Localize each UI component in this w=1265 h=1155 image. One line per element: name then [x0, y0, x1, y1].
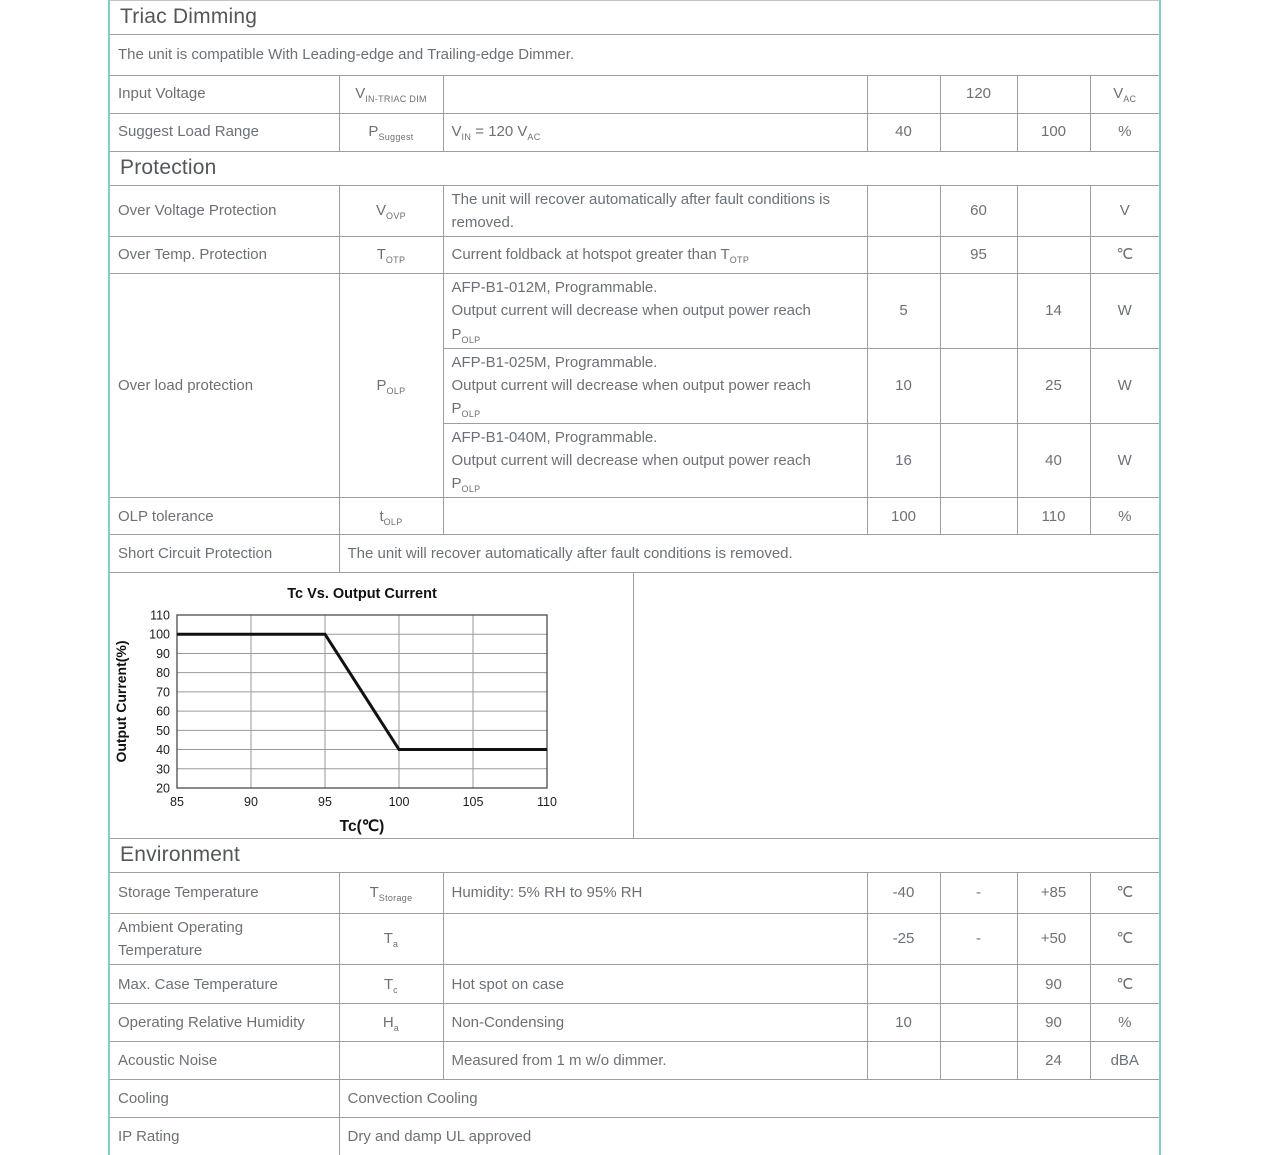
spec-max — [1017, 186, 1090, 237]
spec-symbol: $H_a$ — [339, 1004, 443, 1042]
x-tick-label: 100 — [388, 795, 410, 810]
spec-max — [1017, 237, 1090, 274]
spec-item: Over Temp. Protection — [110, 237, 339, 274]
spec-min: 100 — [867, 498, 940, 535]
x-tick-label: 110 — [537, 795, 557, 810]
spec-typ — [940, 113, 1017, 151]
spec-typ — [940, 274, 1017, 349]
spec-condition: Hot spot on case — [443, 965, 867, 1004]
spec-item: Suggest Load Range — [110, 113, 339, 151]
spec-value: Convection Cooling — [339, 1080, 1159, 1118]
spec-symbol: $T_a$ — [339, 913, 443, 965]
table-row — [110, 35, 1159, 75]
spec-item: Storage Temperature — [110, 873, 339, 913]
spec-item: Max. Case Temperature — [110, 965, 339, 1004]
spec-condition: Measured from 1 m w/o dimmer. — [443, 1042, 867, 1080]
plot-border — [177, 615, 547, 788]
spec-symbol: $P_{Suggest}$ — [339, 113, 443, 151]
section-title-triac-dimming: Triac Dimming — [110, 0, 1159, 35]
spec-typ — [940, 965, 1017, 1004]
spec-typ: 60 — [940, 186, 1017, 237]
table-row — [110, 873, 1159, 913]
spec-typ — [940, 423, 1017, 498]
derating-chart-row — [110, 573, 1159, 839]
spec-condition: The unit will recover automatically after fault conditions is removed. — [443, 186, 867, 237]
spec-typ — [940, 348, 1017, 423]
spec-unit: ℃ — [1090, 965, 1159, 1004]
spec-max: 40 — [1017, 423, 1090, 498]
spec-condition — [443, 498, 867, 535]
spec-item: Short Circuit Protection — [110, 535, 339, 573]
spec-unit: ℃ — [1090, 913, 1159, 965]
spec-condition: AFP-B1-040M, Programmable. Output current will decrease when output power reach $P_{OLP}$ — [443, 423, 867, 498]
spec-symbol: $V_{IN-TRIAC DIM}$ — [339, 75, 443, 113]
spec-condition: Non-Condensing — [443, 1004, 867, 1042]
x-tick-label: 105 — [462, 795, 484, 810]
spec-condition: Humidity: 5% RH to 95% RH — [443, 873, 867, 913]
spec-item: Over load protection — [110, 274, 339, 498]
tc-vs-output-current-chart — [110, 576, 632, 836]
spec-symbol: $T_{OTP}$ — [339, 237, 443, 274]
spec-condition — [443, 75, 867, 113]
spec-item: Input Voltage — [110, 75, 339, 113]
spec-typ — [940, 498, 1017, 535]
spec-typ — [940, 1042, 1017, 1080]
spec-unit: ℃ — [1090, 237, 1159, 274]
spec-min: -40 — [867, 873, 940, 913]
table-row — [110, 913, 1159, 965]
y-tick-label: 110 — [150, 608, 170, 623]
spec-symbol — [339, 1042, 443, 1080]
y-tick-label: 100 — [149, 627, 170, 642]
spec-min — [867, 186, 940, 237]
spec-min: 10 — [867, 348, 940, 423]
spec-max: 100 — [1017, 113, 1090, 151]
spec-symbol: $V_{OVP}$ — [339, 186, 443, 237]
empty-cell — [634, 573, 1159, 838]
spec-max: +85 — [1017, 873, 1090, 913]
table-row — [110, 274, 1159, 349]
spec-item: Acoustic Noise — [110, 1042, 339, 1080]
spec-min — [867, 1042, 940, 1080]
table-row — [110, 113, 1159, 151]
spec-max: +50 — [1017, 913, 1090, 965]
spec-condition: AFP-B1-025M, Programmable. Output current will decrease when output power reach $P_{OLP}$ — [443, 348, 867, 423]
spec-condition — [443, 913, 867, 965]
spec-unit: % — [1090, 498, 1159, 535]
x-tick-label: 90 — [244, 795, 258, 810]
y-tick-label: 30 — [156, 762, 170, 777]
compatibility-note: The unit is compatible With Leading-edge and Trailing-edge Dimmer. — [110, 35, 1159, 75]
spec-unit: W — [1090, 423, 1159, 498]
spec-item: Ambient Operating Temperature — [110, 913, 339, 965]
spec-max: 90 — [1017, 1004, 1090, 1042]
spec-item: IP Rating — [110, 1118, 339, 1155]
table-row — [110, 1080, 1159, 1118]
spec-symbol: $P_{OLP}$ — [339, 274, 443, 498]
spec-unit: $V_{AC}$ — [1090, 75, 1159, 113]
spec-max: 14 — [1017, 274, 1090, 349]
spec-condition: AFP-B1-012M, Programmable. Output current will decrease when output power reach $P_{OLP}$ — [443, 274, 867, 349]
spec-item: Operating Relative Humidity — [110, 1004, 339, 1042]
spec-unit: dBA — [1090, 1042, 1159, 1080]
table-row — [110, 1042, 1159, 1080]
spec-min: -25 — [867, 913, 940, 965]
spec-symbol: $T_{Storage}$ — [339, 873, 443, 913]
spec-unit: % — [1090, 1004, 1159, 1042]
y-tick-label: 80 — [156, 666, 170, 681]
table-row — [110, 965, 1159, 1004]
spec-value: Dry and damp UL approved — [339, 1118, 1159, 1155]
spec-min — [867, 237, 940, 274]
chart-ylabel: Output Current(%) — [113, 640, 129, 763]
spec-max: 25 — [1017, 348, 1090, 423]
spec-typ: 120 — [940, 75, 1017, 113]
spec-unit: ℃ — [1090, 873, 1159, 913]
derating-chart-cell — [110, 573, 634, 838]
table-row — [110, 498, 1159, 535]
triac-dimming-table — [110, 35, 1159, 152]
spec-unit: V — [1090, 186, 1159, 237]
spec-max: 110 — [1017, 498, 1090, 535]
spec-min — [867, 75, 940, 113]
spec-typ: 95 — [940, 237, 1017, 274]
spec-symbol: $t_{OLP}$ — [339, 498, 443, 535]
spec-typ — [940, 1004, 1017, 1042]
section-title-protection: Protection — [110, 152, 1159, 186]
spec-typ: - — [940, 913, 1017, 965]
spec-min: 10 — [867, 1004, 940, 1042]
x-tick-label: 95 — [318, 795, 332, 810]
spec-min — [867, 965, 940, 1004]
chart-xlabel: Tc(℃) — [339, 818, 385, 836]
spec-max: 24 — [1017, 1042, 1090, 1080]
y-tick-label: 50 — [156, 724, 170, 739]
spec-condition: $V_{IN} = 120$ $V_{AC}$ — [443, 113, 867, 151]
spec-min: 5 — [867, 274, 940, 349]
table-row — [110, 75, 1159, 113]
spec-max — [1017, 75, 1090, 113]
spec-condition: Current foldback at hotspot greater than $T_{OTP}$ — [443, 237, 867, 274]
spec-unit: W — [1090, 274, 1159, 349]
section-title-environment: Environment — [110, 839, 1159, 873]
table-row — [110, 535, 1159, 573]
spec-symbol: $T_c$ — [339, 965, 443, 1004]
spec-item: Over Voltage Protection — [110, 186, 339, 237]
y-tick-label: 20 — [156, 781, 170, 796]
y-tick-label: 60 — [156, 704, 170, 719]
spec-min: 40 — [867, 113, 940, 151]
spec-item: Cooling — [110, 1080, 339, 1118]
spec-unit: % — [1090, 113, 1159, 151]
table-row — [110, 1118, 1159, 1155]
protection-table — [110, 186, 1159, 574]
table-row — [110, 237, 1159, 274]
spec-unit: W — [1090, 348, 1159, 423]
y-tick-label: 70 — [156, 685, 170, 700]
y-tick-label: 40 — [156, 743, 170, 758]
datasheet-page — [108, 0, 1161, 1155]
spec-typ: - — [940, 873, 1017, 913]
spec-note: The unit will recover automatically after fault conditions is removed. — [339, 535, 1159, 573]
table-row — [110, 1004, 1159, 1042]
chart-title: Tc Vs. Output Current — [287, 586, 437, 603]
x-tick-label: 85 — [170, 795, 184, 810]
spec-min: 16 — [867, 423, 940, 498]
spec-max: 90 — [1017, 965, 1090, 1004]
spec-item: OLP tolerance — [110, 498, 339, 535]
environment-table — [110, 873, 1159, 1155]
table-row — [110, 186, 1159, 237]
y-tick-label: 90 — [156, 647, 170, 662]
